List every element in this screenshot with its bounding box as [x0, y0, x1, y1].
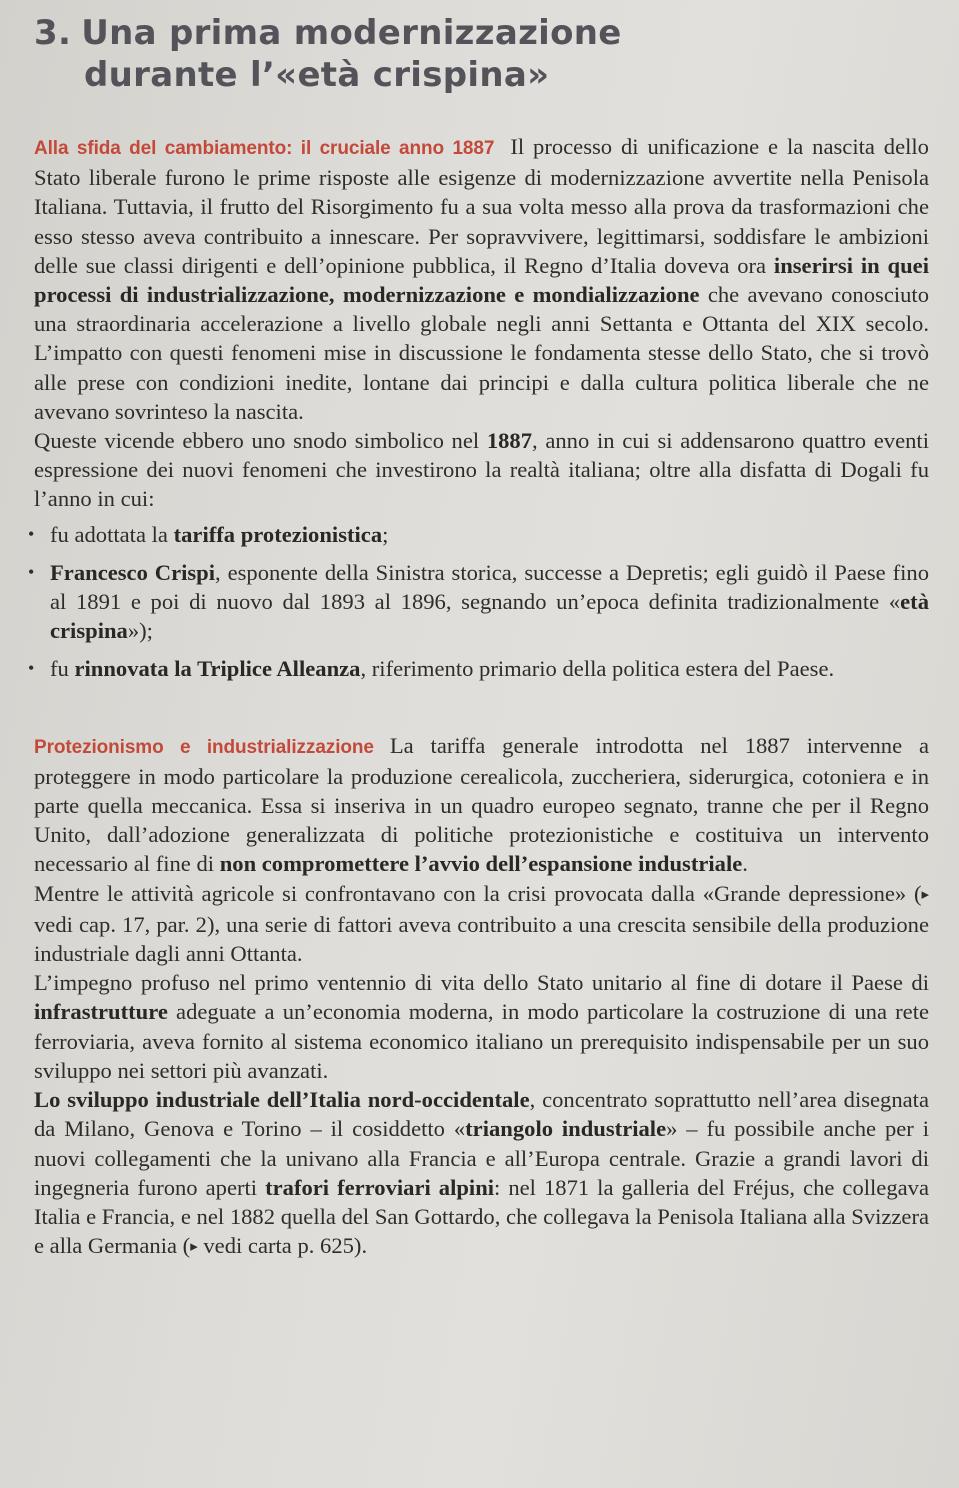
section2-lead: Protezionismo e industrializzazione: [34, 736, 374, 758]
bold-text: inserirsi in quei processi di industrializzazione, modernizzazione e mondializzazione: [34, 252, 929, 308]
bold-text: 1887: [486, 428, 533, 454]
list-item: [34, 654, 929, 683]
section2-paragraph3: [34, 968, 929, 1085]
bold-text: infrastrutture: [34, 999, 168, 1025]
list-item: [34, 558, 929, 646]
chapter-title: [34, 12, 929, 96]
chapter-title-line1: Una prima modernizzazione: [81, 13, 622, 53]
bold-text: Francesco Crispi: [50, 559, 216, 585]
bold-text: tariffa protezionistica: [173, 521, 383, 547]
section1-paragraph2: [34, 426, 929, 514]
bold-text: età crispina: [50, 589, 929, 644]
text-run: , anno in cui si addensarono quattro eventi espressione dei nuovi fenomeni che investirono la realtà italiana; oltre alla disfatta di Dogali fu l’anno in cui:: [34, 428, 929, 512]
text-run: , concentrato soprattutto nell’area disegnata da Milano, Genova e Torino – il cosiddetto «: [34, 1087, 929, 1142]
section2-paragraph4: [34, 1085, 929, 1262]
cross-reference-link[interactable]: vedi cap. 17, par. 2): [34, 911, 215, 937]
section2-paragraph1: [34, 731, 929, 879]
text-run: , una serie di fattori aveva contribuito a una crescita sensibile della produzione industriale dagli anni Ottanta.: [34, 911, 929, 967]
chapter-title-line2: durante l’«età crispina»: [84, 55, 550, 95]
events-1887-list: [34, 520, 929, 684]
bold-text: triangolo industriale: [465, 1116, 667, 1142]
cross-reference-arrow-icon: ▸: [921, 886, 929, 903]
section1-lead: Alla sfida del cambiamento: il cruciale anno 1887: [34, 138, 495, 159]
text-run: , riferimento primario della politica estera del Paese.: [360, 656, 835, 682]
cross-reference-link[interactable]: vedi carta p. 625): [197, 1233, 362, 1259]
text-run: Mentre le attività agricole si confrontavano con la crisi provocata dalla «Grande depressione» (: [34, 880, 922, 906]
text-run: : nel 1871 la galleria del Fréjus, che collegava Italia e Francia, e nel 1882 quella del San Gottardo, che collegava la Penisola Italiana alla Svizzera e alla Germania (: [34, 1174, 929, 1259]
text-run: ;: [382, 521, 389, 547]
text-run: fu: [50, 656, 75, 682]
chapter-number: 3.: [34, 13, 72, 53]
text-run: » – fu possibile anche per i nuovi collegamenti che la univano alla Francia e all’Europa centrale. Grazie a grandi lavori di ingegneria furono aperti: [34, 1116, 929, 1200]
text-run: che avevano conosciuto una straordinaria accelerazione a livello globale negli anni Settanta e Ottanta del XIX secolo. L’impatto con questi fenomeni mise in discussione le fondamenta stesse dello Stato, che si trovò alle prese con condizioni inedite, lontane dai principi e dalla cultura politica liberale che ne avevano sovrinteso la nascita.: [34, 282, 929, 424]
section2-paragraph2: [34, 879, 929, 969]
bold-text: trafori ferroviari alpini: [265, 1174, 495, 1200]
text-run: fu adottata la: [50, 521, 174, 547]
text-run: adeguate a un’economia moderna, in modo particolare la costruzione di una rete ferroviaria, aveva fornito al sistema economico italiano un prerequisito indispensabile per un suo sviluppo nei settori più avanzati.: [34, 999, 929, 1083]
bold-text: Lo sviluppo industriale dell’Italia nord-occidentale: [34, 1087, 530, 1113]
text-run: La tariffa generale introdotta nel 1887 intervenne a proteggere in modo particolare la produzione cerealicola, zuccheriera, siderurgica, cotoniera e in parte quella meccanica. Essa si inseriva in un quadro europeo segnato, tranne che per il Regno Unito, dall’adozione generalizzata di politiche protezionistiche e costituiva un intervento necessario al fine di: [34, 732, 929, 877]
bold-text: rinnovata la Triplice Alleanza: [74, 656, 361, 682]
text-run: .: [742, 851, 748, 877]
list-item: [34, 520, 929, 549]
text-run: L’impegno profuso nel primo ventennio di vita dello Stato unitario al fine di dotare il Paese di: [34, 970, 929, 996]
cross-reference-arrow-icon: ▸: [190, 1239, 198, 1256]
bold-text: non compromettere l’avvio dell’espansione industriale: [219, 851, 743, 877]
section-spacer: [34, 693, 929, 731]
text-run: »);: [127, 618, 153, 644]
section1-paragraph1: [34, 132, 929, 426]
text-run: .: [361, 1233, 368, 1259]
text-run: , esponente della Sinistra storica, successe a Depretis; egli guidò il Paese fino al 1891 e poi di nuovo dal 1893 al 1896, segnando un’epoca definita tradizionalmente «: [50, 559, 929, 615]
text-run: Queste vicende ebbero uno snodo simbolico nel: [34, 428, 487, 454]
text-run: Il processo di unificazione e la nascita dello Stato liberale furono le prime risposte alle esigenze di modernizzazione avvertite nella Penisola Italiana. Tuttavia, il frutto del Risorgimento fu a sua volta messo alla prova da trasformazioni che esso stesso aveva contribuito a innescare. Per sopravvivere, legittimarsi, soddisfare le ambizioni delle sue classi dirigenti e dell’opinione pubblica, il Regno d’Italia doveva ora: [34, 134, 929, 278]
